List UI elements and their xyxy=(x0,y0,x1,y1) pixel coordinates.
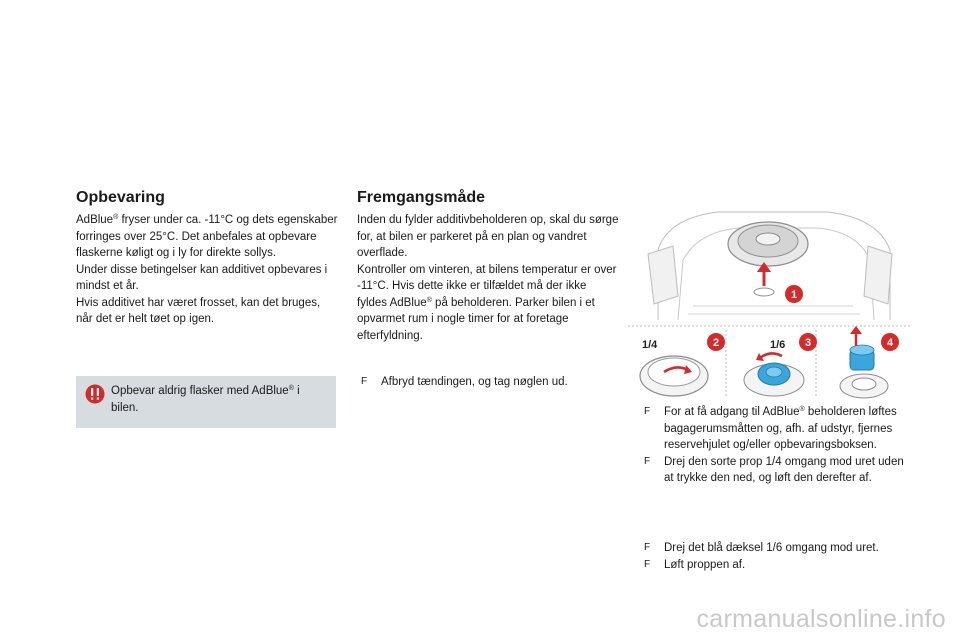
procedure-paragraph-1: Inden du fylder additivbeholderen op, skal du sørge for, at bilen er parkeret på en plan og vandret overflade. xyxy=(357,214,619,259)
procedure-heading: Fremgangsmåde xyxy=(357,189,486,206)
procedure-paragraph-2: Kontroller om vinteren, at bilens temperatur er over -11°C. Hvis dette ikke er tilfældet må der ikke fyldes AdBlue® på beholderen. Parker bilen i et opvarmet rum i nogle timer for at foretage efterfyldning. xyxy=(357,263,617,342)
spare-wheel-icon xyxy=(728,222,808,266)
cap-step-list xyxy=(644,540,912,573)
step-lift-plug: F Løft proppen af. xyxy=(644,558,746,571)
step-blue-cap: F Drej det blå dæksel 1/6 omgang mod uret. xyxy=(644,542,879,554)
ignition-step-list xyxy=(361,374,611,391)
callout-1-icon xyxy=(785,285,803,303)
blue-cap-panel xyxy=(744,333,817,396)
svg-text:1/6: 1/6 xyxy=(770,339,786,351)
storage-paragraph-3: Hvis additivet har været frosset, kan det bruges, når det er helt tøet op igen. xyxy=(76,296,321,325)
watermark: carmanualsonline.info xyxy=(696,605,946,633)
svg-text:1/4: 1/4 xyxy=(642,339,658,351)
svg-text:4: 4 xyxy=(886,337,894,349)
storage-paragraph-1: AdBlue® fryser under ca. -11°C og dets egenskaber forringes over 25°C. Det anbefales at opbevare flaskerne køligt og i ly for direkte sollys. xyxy=(76,214,338,259)
callout-4-icon xyxy=(881,333,899,351)
warning-text: Opbevar aldrig flasker med AdBlue® i bilen. xyxy=(111,385,300,414)
storage-paragraph-2: Under disse betingelser kan additivet opbevares i mindst et år. xyxy=(76,263,328,292)
step-ignition: F Afbryd tændingen, og tag nøglen ud. xyxy=(361,374,611,391)
adblue-refill-illustration xyxy=(628,210,912,400)
black-cap-panel xyxy=(640,333,725,396)
callout-2-icon xyxy=(707,333,725,351)
boot-panel xyxy=(628,210,912,326)
procedure-text xyxy=(357,212,619,344)
svg-text:2: 2 xyxy=(712,337,720,349)
svg-text:1: 1 xyxy=(790,289,798,301)
warning-box xyxy=(76,376,336,428)
bullet-marker: F xyxy=(361,376,368,387)
plug-panel xyxy=(840,326,899,398)
lift-plug-arrow-icon xyxy=(850,326,862,334)
warning-exclamation-icon xyxy=(85,384,105,404)
callout-3-icon xyxy=(799,333,817,351)
storage-heading: Opbevaring xyxy=(76,189,165,206)
access-step-list xyxy=(644,404,912,487)
storage-text xyxy=(76,212,338,328)
step-access: F For at få adgang til AdBlue® beholderen løftes bagagerumsmåtten og, afh. af udstyr, fjernes reservehjulet og/eller opbevaringsboksen. xyxy=(644,406,897,451)
svg-text:3: 3 xyxy=(804,337,812,349)
step-black-cap: F Drej den sorte prop 1/4 omgang mod uret uden at trykke den ned, og løft den derefter af. xyxy=(644,455,904,484)
